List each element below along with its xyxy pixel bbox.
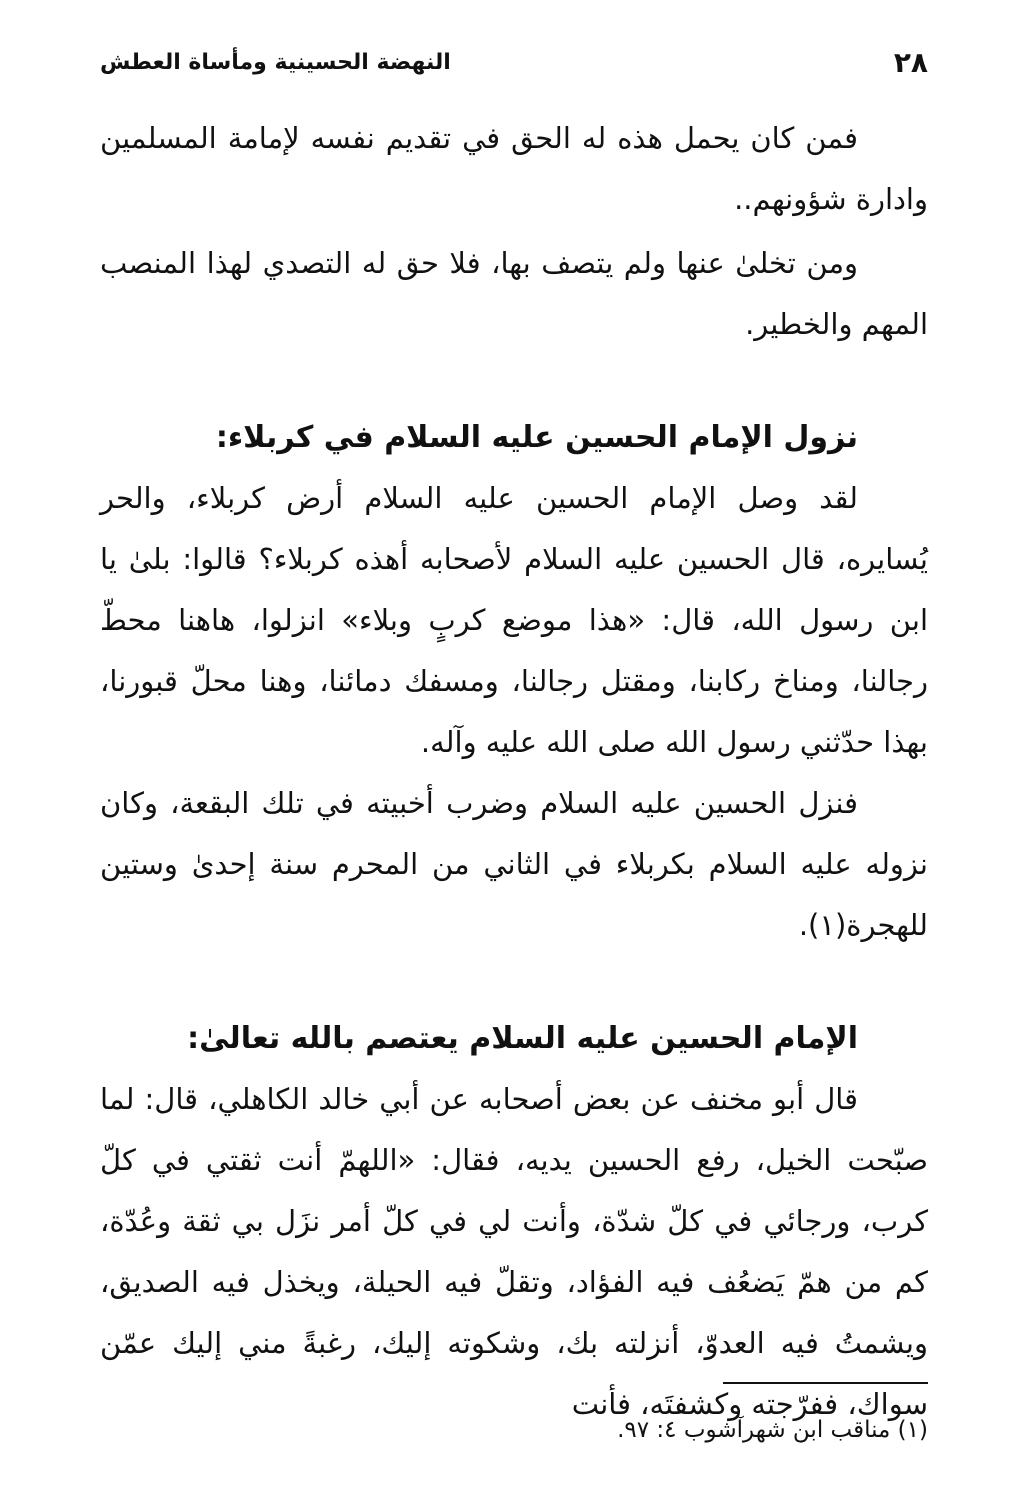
section-heading: نزول الإمام الحسين عليه السلام في كربلاء: <box>215 420 858 455</box>
page-number: ٢٨ <box>893 45 928 79</box>
body-paragraph: فمن كان يحمل هذه له الحق في تقديم نفسه لإمامة المسلمين وادارة شؤونهم.. <box>100 121 928 216</box>
body-paragraph: ومن تخلىٰ عنها ولم يتصف بها، فلا حق له التصدي لهذا المنصب المهم والخطير. <box>100 246 928 341</box>
page-body <box>100 108 928 1435</box>
section-heading: الإمام الحسين عليه السلام يعتصم بالله تعالىٰ: <box>187 1021 858 1056</box>
footnote: (١) مناقب ابن شهرآشوب ٤: ٩٧. <box>617 1417 928 1443</box>
body-paragraph: لقد وصل الإمام الحسين عليه السلام أرض كربلاء، والحر يُسايره، قال الحسين عليه السلام لأصحابه أهذه كربلاء؟ قالوا: بلىٰ يا ابن رسول الله، قال: «هذا موضع كربٍ وبلاء» انزلوا، هاهنا محطّ رجالنا، ومناخ ركابنا، ومقتل رجالنا، ومسفك دمائنا، وهنا محلّ قبورنا، بهذا حدّثني رسول الله صلى الله عليه وآله. <box>100 481 928 759</box>
running-header <box>100 40 928 84</box>
body-paragraph: فنزل الحسين عليه السلام وضرب أخبيته في تلك البقعة، وكان نزوله عليه السلام بكربلاء في الثاني من المحرم سنة إحدىٰ وستين للهجرة(١). <box>100 786 928 942</box>
footnote-divider <box>723 1382 928 1384</box>
body-paragraph: قال أبو مخنف عن بعض أصحابه عن أبي خالد الكاهلي، قال: لما صبّحت الخيل، رفع الحسين يديه، فقال: «اللهمّ أنت ثقتي في كلّ كرب، ورجائي في كلّ شدّة، وأنت لي في كلّ أمر نزَل بي ثقة وعُدّة، كم من همّ يَضعُف فيه الفؤاد، وتقلّ فيه الحيلة، ويخذل فيه الصديق، ويشمتُ فيه العدوّ، أنزلته بك، وشكوته إليك، رغبةً مني إليك عمّن سواك، ففرّجته وكشفتَه، فأنت <box>100 1082 928 1421</box>
running-title: النهضة الحسينية ومأساة العطش <box>100 49 451 75</box>
